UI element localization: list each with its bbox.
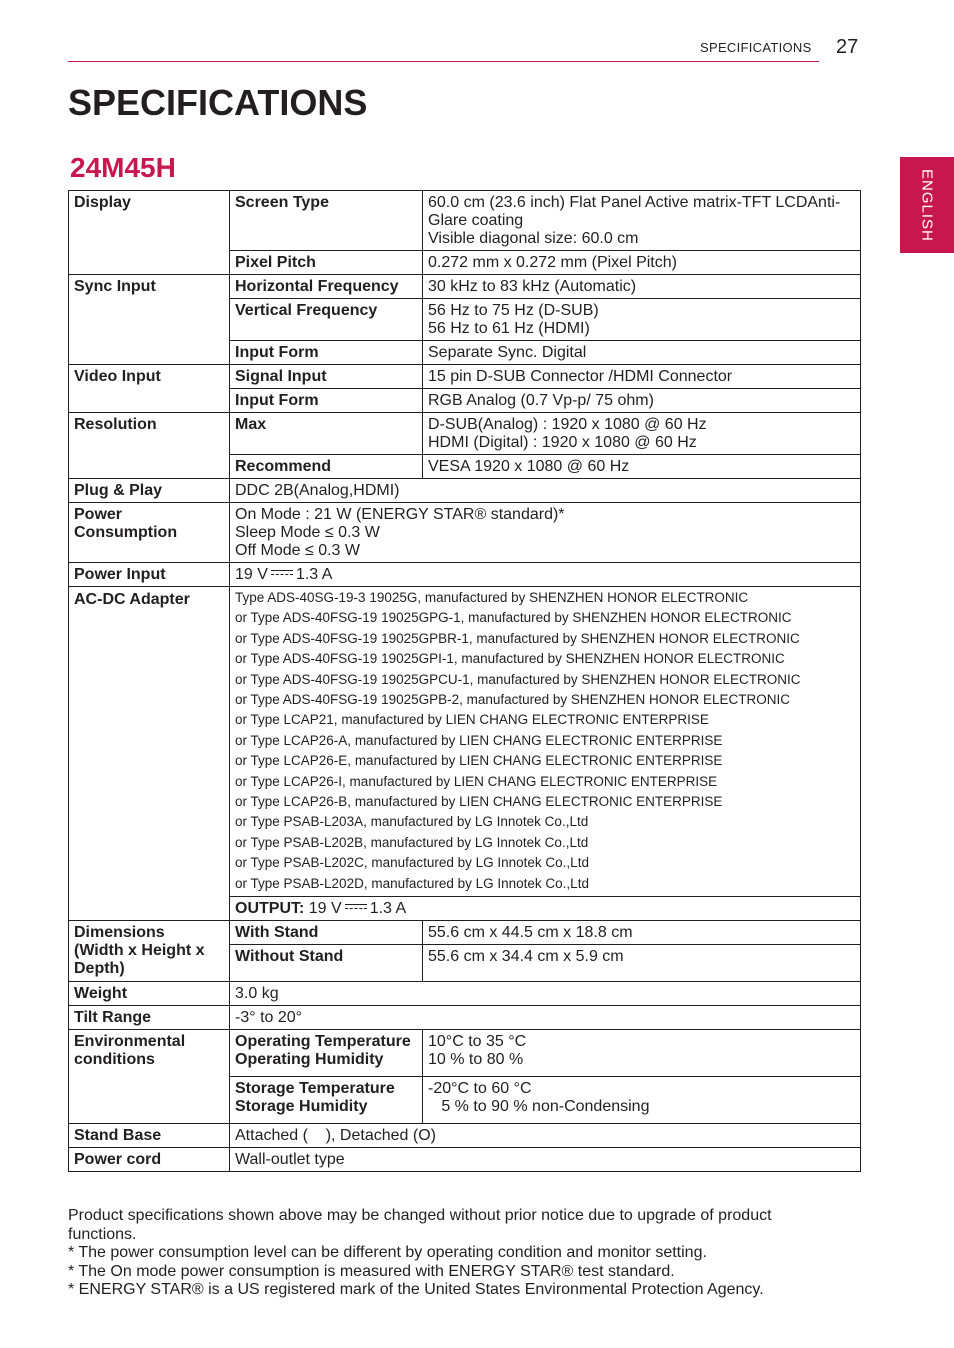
adapter-item: or Type ADS-40FSG-19 19025GPB-2, manufactured by SHENZHEN HONOR ELECTRONIC [235, 692, 790, 708]
table-row [69, 563, 861, 587]
adapter-item: or Type ADS-40FSG-19 19025GPI-1, manufactured by SHENZHEN HONOR ELECTRONIC [235, 651, 785, 667]
value-cell: 55.6 cm x 44.5 cm x 18.8 cm [423, 921, 861, 945]
value-cell: 30 kHz to 83 kHz (Automatic) [423, 275, 861, 299]
label-cell: Vertical Frequency [230, 299, 423, 341]
voltage-value: 19 V [235, 566, 268, 583]
value-line: 56 Hz to 75 Hz (D-SUB) [428, 302, 599, 319]
table-row [69, 503, 861, 563]
label-cell: Without Stand [230, 945, 423, 982]
value-cell [423, 1077, 861, 1124]
value-cell: RGB Analog (0.7 Vp-p/ 75 ohm) [423, 389, 861, 413]
value-line: -20°C to 60 °C [428, 1080, 532, 1098]
value-line: 5 % to 90 % non-Condensing [428, 1098, 650, 1116]
running-header-section: SPECIFICATIONS [700, 40, 812, 55]
dc-symbol-icon [345, 903, 367, 911]
category-cell: Tilt Range [69, 1006, 230, 1030]
label-line: Operating Humidity [235, 1051, 384, 1069]
table-row [69, 982, 861, 1006]
footnote: * The power consumption level can be different by operating condition and monitor setting. [68, 1244, 707, 1261]
adapter-item: or Type LCAP26-I, manufactured by LIEN CHANG ELECTRONIC ENTERPRISE [235, 773, 718, 789]
label-cell: Signal Input [230, 365, 423, 389]
value-cell: -3° to 20° [230, 1006, 861, 1030]
label-cell: Pixel Pitch [230, 251, 423, 275]
category-line: conditions [74, 1051, 155, 1069]
label-cell: Max [230, 413, 423, 455]
category-line: Dimensions [74, 924, 165, 942]
label-cell: Horizontal Frequency [230, 275, 423, 299]
value-cell: DDC 2B(Analog,HDMI) [230, 479, 861, 503]
page-title: SPECIFICATIONS [68, 82, 368, 123]
value-line: D-SUB(Analog) : 1920 x 1080 @ 60 Hz [428, 416, 707, 433]
table-row [69, 191, 861, 251]
category-cell: Resolution [69, 413, 230, 479]
footnote: * ENERGY STAR® is a US registered mark of the United States Environmental Protection Agency. [68, 1281, 764, 1298]
category-cell: Sync Input [69, 275, 230, 365]
adapter-item: or Type ADS-40FSG-19 19025GPBR-1, manufactured by SHENZHEN HONOR ELECTRONIC [235, 630, 800, 646]
adapter-item: or Type ADS-40FSG-19 19025GPG-1, manufactured by SHENZHEN HONOR ELECTRONIC [235, 610, 792, 626]
value-cell [423, 299, 861, 341]
value-cell [423, 413, 861, 455]
table-row [69, 1148, 861, 1172]
table-row [69, 365, 861, 389]
value-cell: VESA 1920 x 1080 @ 60 Hz [423, 455, 861, 479]
adapter-item: or Type PSAB-L203A, manufactured by LG Innotek Co.,Ltd [235, 814, 589, 830]
value-line: Visible diagonal size: 60.0 cm [428, 230, 639, 247]
table-row [69, 1124, 861, 1148]
value-line: Off Mode ≤ 0.3 W [235, 542, 360, 559]
category-cell: Stand Base [69, 1124, 230, 1148]
value-line: 10 % to 80 % [428, 1051, 524, 1069]
value-cell: Separate Sync. Digital [423, 341, 861, 365]
category-line: (Width x Height x [74, 942, 205, 960]
table-row [69, 921, 861, 945]
output-label: OUTPUT: [235, 900, 305, 918]
header-divider [68, 61, 819, 62]
category-cell [69, 1030, 230, 1124]
adapter-item: or Type PSAB-L202D, manufactured by LG Innotek Co.,Ltd [235, 875, 589, 891]
value-line: 60.0 cm (23.6 inch) Flat Panel Active matrix-TFT LCDAnti-Glare coating [428, 194, 841, 229]
value-line: HDMI (Digital) : 1920 x 1080 @ 60 Hz [428, 434, 697, 451]
value-cell: 0.272 mm x 0.272 mm (Pixel Pitch) [423, 251, 861, 275]
page-number: 27 [836, 36, 859, 58]
category-cell: Video Input [69, 365, 230, 413]
table-row [69, 1006, 861, 1030]
category-line: Power [74, 506, 123, 523]
value-cell: 3.0 kg [230, 982, 861, 1006]
footnote: Product specifications shown above may be changed without prior notice due to upgrade of product functions. [68, 1207, 772, 1243]
value-cell [230, 503, 861, 563]
value-cell: Wall-outlet type [230, 1148, 861, 1172]
current-value: 1.3 A [369, 900, 407, 918]
label-line: Storage Temperature [235, 1080, 395, 1098]
category-cell: AC-DC Adapter [69, 587, 230, 921]
category-cell [69, 503, 230, 563]
label-cell: Screen Type [230, 191, 423, 251]
value-cell: 15 pin D-SUB Connector /HDMI Connector [423, 365, 861, 389]
adapter-item: Type ADS-40SG-19-3 19025G, manufactured by SHENZHEN HONOR ELECTRONIC [235, 590, 749, 605]
category-line: Depth) [74, 960, 125, 978]
language-tab [900, 157, 954, 253]
value-cell: 55.6 cm x 34.4 cm x 5.9 cm [423, 945, 861, 982]
table-row [69, 413, 861, 455]
category-cell: Power Input [69, 563, 230, 587]
category-cell [69, 921, 230, 982]
footnotes [68, 1207, 828, 1300]
adapter-item: or Type LCAP26-A, manufactured by LIEN CHANG ELECTRONIC ENTERPRISE [235, 732, 723, 748]
table-row [69, 587, 861, 897]
category-cell: Power cord [69, 1148, 230, 1172]
value-line: Sleep Mode ≤ 0.3 W [235, 524, 380, 541]
adapter-item: or Type LCAP21, manufactured by LIEN CHANG ELECTRONIC ENTERPRISE [235, 712, 709, 728]
label-cell: Input Form [230, 389, 423, 413]
value-line: 56 Hz to 61 Hz (HDMI) [428, 320, 590, 337]
label-cell [230, 1077, 423, 1124]
adapter-item: or Type LCAP26-B, manufactured by LIEN CHANG ELECTRONIC ENTERPRISE [235, 794, 723, 810]
voltage-value: 19 V [308, 900, 342, 918]
label-line: Storage Humidity [235, 1098, 368, 1116]
category-cell: Display [69, 191, 230, 275]
dc-symbol-icon [271, 569, 293, 577]
table-row [69, 1030, 861, 1077]
category-cell: Plug & Play [69, 479, 230, 503]
adapter-list-cell [230, 587, 861, 897]
label-cell [230, 1030, 423, 1077]
value-line: 10°C to 35 °C [428, 1033, 527, 1051]
adapter-item: or Type ADS-40FSG-19 19025GPCU-1, manufactured by SHENZHEN HONOR ELECTRONIC [235, 671, 801, 687]
value-cell [230, 897, 861, 921]
label-line: Operating Temperature [235, 1033, 411, 1051]
value-line: On Mode : 21 W (ENERGY STAR® standard)* [235, 506, 565, 523]
label-cell: Recommend [230, 455, 423, 479]
category-cell: Weight [69, 982, 230, 1006]
category-line: Environmental [74, 1033, 186, 1051]
value-cell [423, 191, 861, 251]
category-line: Consumption [74, 524, 178, 541]
language-tab-label: ENGLISH [918, 168, 936, 242]
label-cell: Input Form [230, 341, 423, 365]
footnote: * The On mode power consumption is measured with ENERGY STAR® test standard. [68, 1262, 675, 1280]
model-heading: 24M45H [70, 152, 176, 183]
label-cell: With Stand [230, 921, 423, 945]
adapter-item: or Type PSAB-L202B, manufactured by LG Innotek Co.,Ltd [235, 834, 589, 850]
value-cell: Attached ( ), Detached (O) [230, 1124, 861, 1148]
adapter-item: or Type LCAP26-E, manufactured by LIEN CHANG ELECTRONIC ENTERPRISE [235, 753, 723, 769]
value-cell [230, 563, 861, 587]
table-row [69, 275, 861, 299]
table-row [69, 479, 861, 503]
current-value: 1.3 A [295, 566, 333, 583]
spec-table [68, 190, 861, 1172]
adapter-item: or Type PSAB-L202C, manufactured by LG Innotek Co.,Ltd [235, 855, 589, 871]
value-cell [423, 1030, 861, 1077]
